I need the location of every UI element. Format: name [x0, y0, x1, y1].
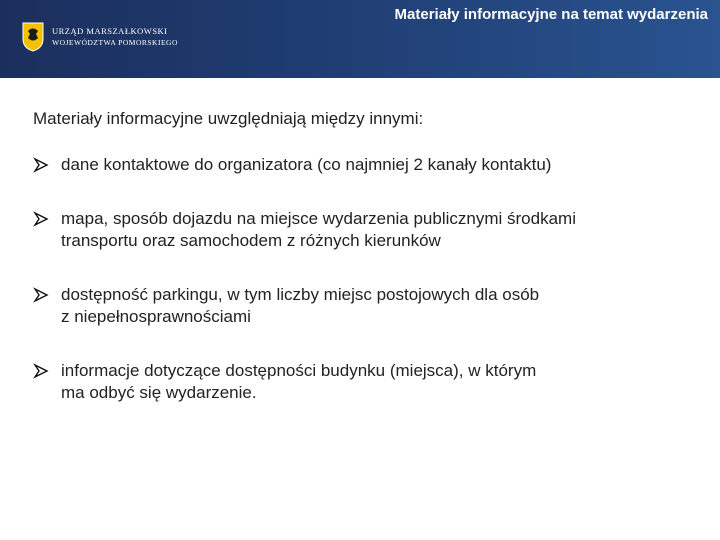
list-item [33, 284, 683, 328]
logo-line-2: WOJEWÓDZTWA POMORSKIEGO [52, 38, 178, 47]
bullet-line: ma odbyć się wydarzenie. [61, 383, 257, 402]
intro-text: Materiały informacyjne uwzględniają między innymi: [33, 109, 424, 128]
arrow-bullet-icon [33, 287, 49, 303]
logo-text [52, 26, 178, 48]
bullet-line: dane kontaktowe do organizatora (co najmniej 2 kanały kontaktu) [61, 155, 552, 174]
slide-title: Materiały informacyjne na temat wydarzenia [394, 6, 708, 23]
bullet-list [33, 154, 683, 404]
bullet-line: transportu oraz samochodem z różnych kierunków [61, 231, 441, 250]
bullet-line: informacje dotyczące dostępności budynku (miejsca), w którym [61, 361, 537, 380]
arrow-bullet-icon [33, 363, 49, 379]
bullet-line: z niepełnosprawnościami [61, 307, 251, 326]
list-item [33, 154, 683, 176]
bullet-line: dostępność parkingu, w tym liczby miejsc postojowych dla osób [61, 285, 540, 304]
logo [22, 22, 178, 52]
list-item [33, 208, 683, 252]
arrow-bullet-icon [33, 157, 49, 173]
crest-icon [22, 22, 44, 52]
bullet-line: mapa, sposób dojazdu na miejsce wydarzenia publicznymi środkami [61, 209, 576, 228]
header-bar [0, 0, 720, 78]
slide-content [33, 108, 683, 436]
arrow-bullet-icon [33, 211, 49, 227]
logo-line-1: URZĄD MARSZAŁKOWSKI [52, 26, 168, 36]
list-item [33, 360, 683, 404]
